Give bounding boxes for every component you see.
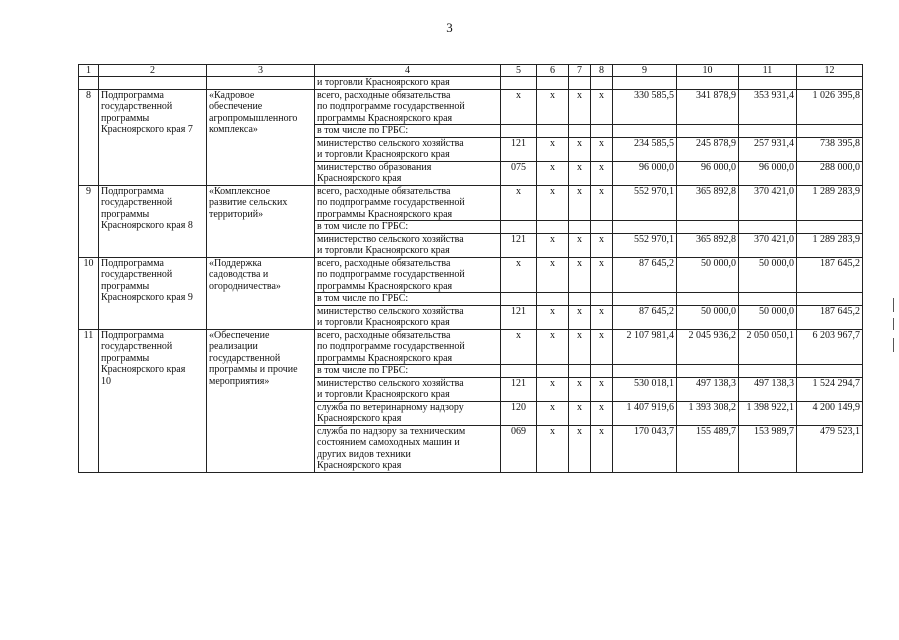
header-row [79, 65, 863, 77]
value-cell-c7: x [569, 185, 591, 221]
empty-cell [569, 293, 591, 306]
empty-cell [739, 77, 797, 90]
cell-line: по подпрограмме государственной [317, 269, 465, 280]
value-cell-v12: 288 000,0 [797, 161, 863, 185]
value-cell-c7: x [569, 233, 591, 257]
value-cell-grbs: 075 [501, 161, 537, 185]
subprogram-cell [99, 185, 207, 257]
name-cell [207, 329, 315, 472]
empty-cell [591, 221, 613, 234]
cell-line: комплекса» [209, 124, 258, 135]
description-cell [315, 257, 501, 293]
header-cell: 12 [797, 65, 863, 77]
description-cell [315, 329, 501, 365]
cell-line: всего, расходные обязательства [317, 89, 451, 101]
value-cell-c6: x [537, 305, 569, 329]
empty-cell [569, 221, 591, 234]
cell-line: государственной [101, 101, 173, 112]
value-cell-v10: 365 892,8 [677, 233, 739, 257]
cell-line: министерство сельского хозяйства [317, 233, 464, 245]
cell-line: Красноярского края 9 [101, 292, 193, 303]
value-cell-v9: 330 585,5 [613, 89, 677, 125]
name-cell [207, 185, 315, 257]
cell-line: «Кадровое [209, 89, 255, 101]
cell-line: 10 [101, 375, 111, 387]
value-cell-c6: x [537, 401, 569, 425]
cell-line: программы Красноярского края [317, 352, 453, 364]
empty-cell [591, 365, 613, 378]
margin-mark [893, 318, 894, 330]
value-cell-v12: 1 289 283,9 [797, 233, 863, 257]
value-cell-grbs: x [501, 185, 537, 221]
value-cell-v10: 50 000,0 [677, 305, 739, 329]
empty-cell [501, 125, 537, 138]
value-cell-c8: x [591, 89, 613, 125]
value-cell-v10: 50 000,0 [677, 257, 739, 293]
cell-line: «Поддержка [209, 257, 262, 269]
cell-line: министерство образования [317, 161, 432, 173]
cell-line: Красноярского края [101, 364, 186, 375]
value-cell-c8: x [591, 377, 613, 401]
empty-cell [613, 365, 677, 378]
empty-cell [739, 125, 797, 138]
value-cell-c6: x [537, 89, 569, 125]
cell-line: по подпрограмме государственной [317, 341, 465, 352]
description-cell [315, 161, 501, 185]
cell-line: Красноярского края 7 [101, 124, 193, 135]
description-cell [315, 137, 501, 161]
empty-cell [537, 221, 569, 234]
value-cell-v10: 497 138,3 [677, 377, 739, 401]
empty-cell [797, 293, 863, 306]
cell-line: по подпрограмме государственной [317, 197, 465, 208]
value-cell-c6: x [537, 329, 569, 365]
value-cell-c6: x [537, 425, 569, 472]
value-cell-c8: x [591, 425, 613, 472]
row-number: 11 [79, 329, 99, 472]
empty-cell [613, 221, 677, 234]
empty-cell [739, 221, 797, 234]
empty-cell [79, 77, 99, 90]
cell-line: развитие сельских [209, 197, 288, 208]
empty-cell [207, 77, 315, 90]
cell-line: министерство сельского хозяйства [317, 377, 464, 389]
header-cell: 2 [99, 65, 207, 77]
cell-line: Подпрограмма [101, 257, 164, 269]
value-cell-v11: 257 931,4 [739, 137, 797, 161]
header-cell: 8 [591, 65, 613, 77]
empty-cell [797, 365, 863, 378]
empty-cell [591, 293, 613, 306]
cell-line: государственной [209, 352, 281, 364]
subprogram-cell [99, 89, 207, 185]
empty-cell [739, 365, 797, 378]
subprogram-cell [99, 329, 207, 472]
value-cell-c7: x [569, 401, 591, 425]
cell-line: «Комплексное [209, 185, 271, 197]
value-cell-c7: x [569, 425, 591, 472]
value-cell-c6: x [537, 185, 569, 221]
cell-line: Красноярского края 8 [101, 220, 193, 231]
value-cell-v10: 245 878,9 [677, 137, 739, 161]
value-cell-v10: 1 393 308,2 [677, 401, 739, 425]
value-cell-c7: x [569, 305, 591, 329]
empty-cell [677, 221, 739, 234]
header-cell: 11 [739, 65, 797, 77]
value-cell-c7: x [569, 89, 591, 125]
value-cell-c8: x [591, 233, 613, 257]
empty-cell [537, 293, 569, 306]
empty-cell [569, 77, 591, 90]
budget-table [78, 64, 863, 473]
empty-cell [537, 365, 569, 378]
value-cell-v11: 153 989,7 [739, 425, 797, 472]
value-cell-grbs: 069 [501, 425, 537, 472]
value-cell-v12: 187 645,2 [797, 305, 863, 329]
margin-mark [893, 338, 894, 352]
description-cell [315, 185, 501, 221]
value-cell-v12: 1 524 294,7 [797, 377, 863, 401]
value-cell-grbs: 121 [501, 305, 537, 329]
value-cell-v9: 87 645,2 [613, 257, 677, 293]
cell-line: программы [101, 208, 150, 220]
value-cell-c8: x [591, 185, 613, 221]
cell-line: Красноярского края [317, 173, 402, 184]
cell-line: Подпрограмма [101, 89, 164, 101]
cell-line: программы и прочие [209, 364, 298, 375]
value-cell-v9: 234 585,5 [613, 137, 677, 161]
description-cell [315, 425, 501, 472]
cell-line: всего, расходные обязательства [317, 185, 451, 197]
description-cell [315, 305, 501, 329]
value-cell-v11: 353 931,4 [739, 89, 797, 125]
description-cell: в том числе по ГРБС: [315, 293, 501, 306]
empty-cell [591, 125, 613, 138]
cell-line: программы [101, 280, 150, 292]
value-cell-v11: 96 000,0 [739, 161, 797, 185]
cell-line: государственной [101, 269, 173, 280]
value-cell-v9: 552 970,1 [613, 233, 677, 257]
empty-cell [797, 221, 863, 234]
cell-line: огородничества» [209, 280, 281, 292]
value-cell-grbs: 121 [501, 377, 537, 401]
header-cell: 10 [677, 65, 739, 77]
value-cell-v10: 2 045 936,2 [677, 329, 739, 365]
empty-cell [797, 77, 863, 90]
value-cell-c7: x [569, 137, 591, 161]
empty-cell [677, 125, 739, 138]
empty-cell [613, 77, 677, 90]
description-cell: в том числе по ГРБС: [315, 365, 501, 378]
value-cell-c7: x [569, 257, 591, 293]
row-number: 8 [79, 89, 99, 185]
subprogram-total-row [79, 89, 863, 125]
value-cell-grbs: 120 [501, 401, 537, 425]
value-cell-c8: x [591, 257, 613, 293]
cell-line: Красноярского края [317, 460, 402, 471]
header-cell: 9 [613, 65, 677, 77]
value-cell-v11: 50 000,0 [739, 257, 797, 293]
cell-line: Подпрограмма [101, 329, 164, 341]
cell-line: министерство сельского хозяйства [317, 305, 464, 317]
cell-line: государственной [101, 197, 173, 208]
cell-line: Красноярского края [317, 413, 402, 424]
value-cell-v11: 370 421,0 [739, 233, 797, 257]
cell-line: и торговли Красноярского края [317, 245, 450, 256]
cell-line: садоводства и [209, 269, 269, 280]
empty-cell [613, 125, 677, 138]
value-cell-c6: x [537, 257, 569, 293]
cell-line: реализации [209, 341, 258, 352]
cell-line: агропромышленного [209, 112, 298, 124]
value-cell-c8: x [591, 137, 613, 161]
value-cell-c7: x [569, 161, 591, 185]
value-cell-v11: 50 000,0 [739, 305, 797, 329]
empty-cell [797, 125, 863, 138]
value-cell-v12: 6 203 967,7 [797, 329, 863, 365]
cell-line: Подпрограмма [101, 185, 164, 197]
name-cell [207, 257, 315, 329]
header-cell: 6 [537, 65, 569, 77]
value-cell-grbs: x [501, 329, 537, 365]
value-cell-c8: x [591, 401, 613, 425]
value-cell-v12: 479 523,1 [797, 425, 863, 472]
header-cell: 3 [207, 65, 315, 77]
cell-line: обеспечение [209, 101, 263, 112]
empty-cell [537, 77, 569, 90]
continuation-row [79, 77, 863, 90]
cell-line: всего, расходные обязательства [317, 257, 451, 269]
value-cell-v9: 96 000,0 [613, 161, 677, 185]
subprogram-total-row [79, 257, 863, 293]
subprogram-cell [99, 257, 207, 329]
cell-line: программы [101, 112, 150, 124]
value-cell-grbs: x [501, 257, 537, 293]
value-cell-grbs: 121 [501, 137, 537, 161]
cell-line: других видов техники [317, 448, 411, 460]
empty-cell [501, 293, 537, 306]
empty-cell [99, 77, 207, 90]
value-cell-v12: 187 645,2 [797, 257, 863, 293]
value-cell-grbs: 121 [501, 233, 537, 257]
row-number: 9 [79, 185, 99, 257]
description-cell [315, 233, 501, 257]
cell-line: министерство сельского хозяйства [317, 137, 464, 149]
empty-cell [739, 293, 797, 306]
value-cell-v9: 530 018,1 [613, 377, 677, 401]
value-cell-v12: 4 200 149,9 [797, 401, 863, 425]
name-cell [207, 89, 315, 185]
value-cell-c8: x [591, 161, 613, 185]
value-cell-c6: x [537, 377, 569, 401]
row-number: 10 [79, 257, 99, 329]
value-cell-c6: x [537, 137, 569, 161]
cell-line: мероприятия» [209, 375, 270, 387]
description-cell: в том числе по ГРБС: [315, 221, 501, 234]
margin-mark [893, 298, 894, 312]
cell-line: и торговли Красноярского края [317, 389, 450, 400]
value-cell-v11: 2 050 050,1 [739, 329, 797, 365]
header-cell: 4 [315, 65, 501, 77]
empty-cell [569, 125, 591, 138]
empty-cell [569, 365, 591, 378]
value-cell-v10: 155 489,7 [677, 425, 739, 472]
value-cell-v9: 552 970,1 [613, 185, 677, 221]
cell-line: программы [101, 352, 150, 364]
value-cell-v10: 96 000,0 [677, 161, 739, 185]
header-cell: 5 [501, 65, 537, 77]
empty-cell [501, 77, 537, 90]
description-cell: в том числе по ГРБС: [315, 125, 501, 138]
value-cell-v10: 341 878,9 [677, 89, 739, 125]
value-cell-grbs: x [501, 89, 537, 125]
value-cell-v9: 170 043,7 [613, 425, 677, 472]
empty-cell [501, 221, 537, 234]
subprogram-total-row [79, 329, 863, 365]
value-cell-v9: 2 107 981,4 [613, 329, 677, 365]
cell-line: программы Красноярского края [317, 280, 453, 292]
cell-line: программы Красноярского края [317, 112, 453, 124]
subprogram-total-row [79, 185, 863, 221]
value-cell-c7: x [569, 377, 591, 401]
cell-line: и торговли Красноярского края [317, 317, 450, 328]
empty-cell [677, 77, 739, 90]
cell-line: по подпрограмме государственной [317, 101, 465, 112]
description-cell [315, 89, 501, 125]
value-cell-v11: 497 138,3 [739, 377, 797, 401]
cell-line: программы Красноярского края [317, 208, 453, 220]
value-cell-v12: 738 395,8 [797, 137, 863, 161]
value-cell-v10: 365 892,8 [677, 185, 739, 221]
empty-cell [591, 77, 613, 90]
empty-cell [677, 293, 739, 306]
empty-cell [501, 365, 537, 378]
description-cell [315, 377, 501, 401]
cell-line: территорий» [209, 208, 264, 220]
header-cell: 1 [79, 65, 99, 77]
cell-line: служба по надзору за техническим [317, 425, 466, 437]
value-cell-c8: x [591, 305, 613, 329]
header-cell: 7 [569, 65, 591, 77]
value-cell-v11: 1 398 922,1 [739, 401, 797, 425]
value-cell-c8: x [591, 329, 613, 365]
cell-line: служба по ветеринарному надзору [317, 401, 464, 413]
empty-cell [537, 125, 569, 138]
cell-line: состоянием самоходных машин и [317, 437, 460, 448]
value-cell-v11: 370 421,0 [739, 185, 797, 221]
cell-line: всего, расходные обязательства [317, 329, 451, 341]
page-number: 3 [446, 20, 453, 35]
empty-cell [613, 293, 677, 306]
description-cell: и торговли Красноярского края [315, 77, 501, 90]
value-cell-v9: 1 407 919,6 [613, 401, 677, 425]
value-cell-v9: 87 645,2 [613, 305, 677, 329]
value-cell-v12: 1 026 395,8 [797, 89, 863, 125]
cell-line: государственной [101, 341, 173, 352]
value-cell-c7: x [569, 329, 591, 365]
cell-line: «Обеспечение [209, 329, 270, 341]
value-cell-c6: x [537, 161, 569, 185]
value-cell-v12: 1 289 283,9 [797, 185, 863, 221]
empty-cell [677, 365, 739, 378]
cell-line: и торговли Красноярского края [317, 149, 450, 160]
description-cell [315, 401, 501, 425]
value-cell-c6: x [537, 233, 569, 257]
